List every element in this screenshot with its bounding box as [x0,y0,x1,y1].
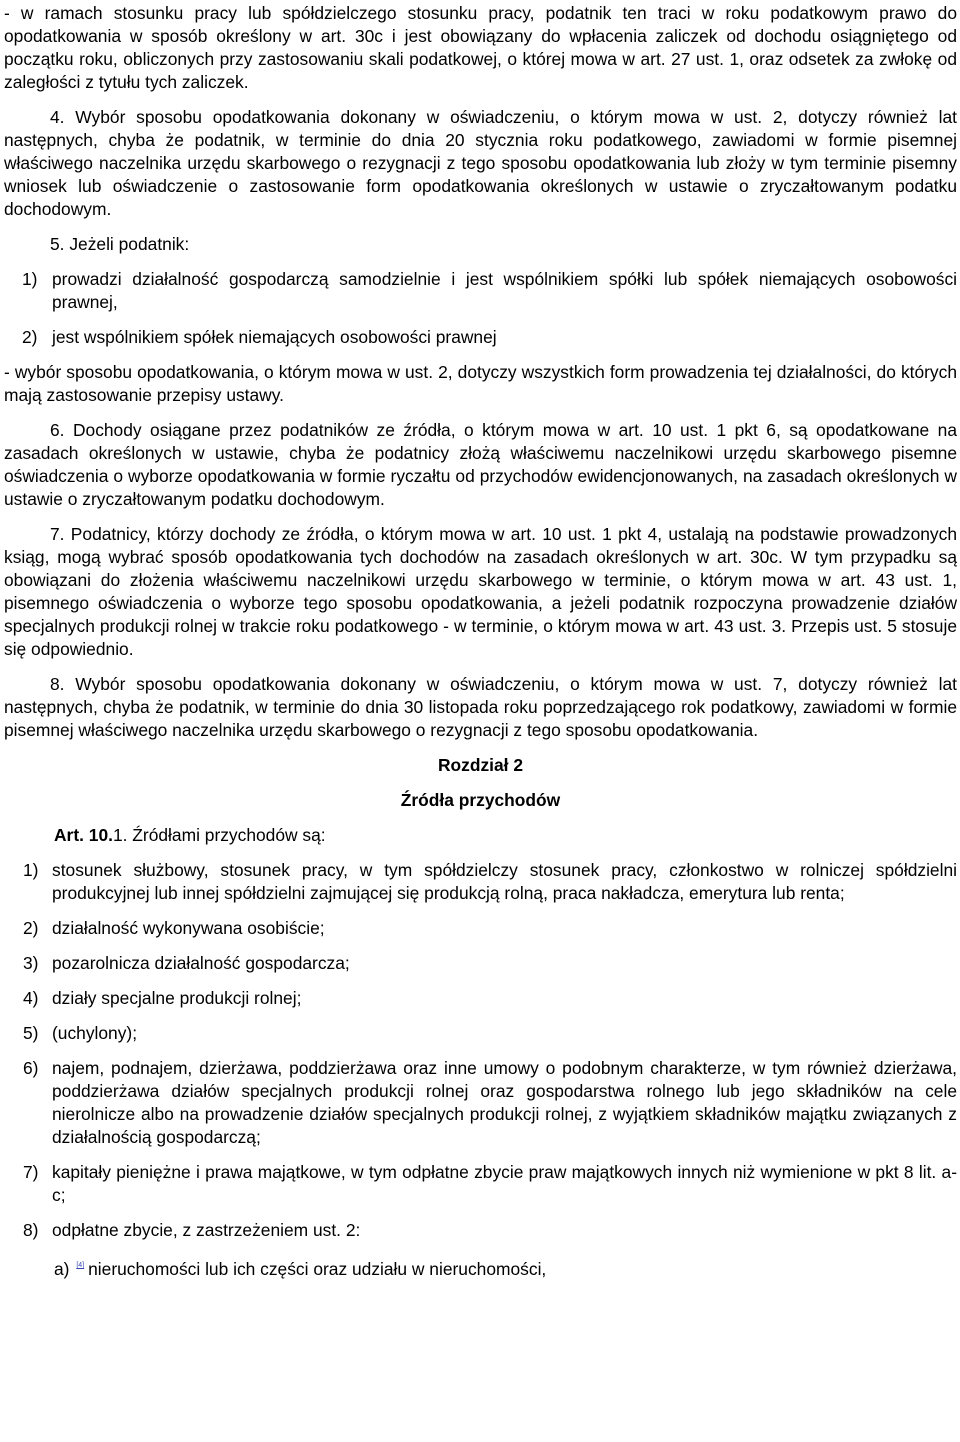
paragraph-5-item-1 [4,268,957,314]
sub-item-label: a) [54,1259,70,1279]
list-text: prowadzi działalność gospodarczą samodzielnie i jest wspólnikiem spółki lub spółek niemających osobowości prawnej, [52,269,957,312]
paragraph-8: 8. Wybór sposobu opodatkowania dokonany w oświadczeniu, o którym mowa w ust. 7, dotyczy również lat następnych, chyba że podatnik, w terminie do dnia 30 listopada roku poprzedzającego rok podatkowy, zawiadomi w formie pisemnej właściwego naczelnika urzędu skarbowego o rezygnacji z tego sposobu opodatkowania. [4,674,957,740]
list-text: stosunek służbowy, stosunek pracy, w tym spółdzielczy stosunek pracy, członkostwo w rolniczej spółdzielni produkcyjnej lub innej spółdzielni zajmującej się produkcją rolną, praca nakładcza, emerytura lub renta; [52,860,957,903]
list-number: 7) [23,1162,39,1182]
source-item-6 [4,1057,957,1149]
list-text: odpłatne zbycie, z zastrzeżeniem ust. 2: [52,1220,361,1240]
list-text: (uchylony); [52,1023,138,1043]
footnote-link[interactable]: [4] [76,1262,85,1269]
list-number: 2) [23,918,39,938]
chapter-title: Rozdział 2 [437,755,524,775]
source-item-8 [4,1219,957,1242]
paragraph-5-intro: 5. Jeżeli podatnik: [50,234,190,254]
list-text: jest wspólnikiem spółek niemających osobowości prawnej [52,327,497,347]
paragraph-7: 7. Podatnicy, którzy dochody ze źródła, o którym mowa w art. 10 ust. 1 pkt 4, ustalają na podstawie prowadzonych ksiąg, mogą wybrać sposób opodatkowania tych dochodów na zasadach określonych w art. 30c. W tym przypadku są obowiązani do złożenia właściwemu naczelnikowi urzędu skarbowego w terminie, o którym mowa w art. 43 ust. 1, pisemnego oświadczenia o wyborze tego sposobu opodatkowania, a jeżeli podatnik rozpoczyna prowadzenie działów specjalnych produkcji rolnej w trakcie roku podatkowego - w terminie, o którym mowa w art. 43 ust. 3. Przepis ust. 5 stosuje się odpowiednio. [4,524,957,659]
list-number: 3) [23,953,39,973]
paragraph-5-tail: - wybór sposobu opodatkowania, o którym mowa w ust. 2, dotyczy wszystkich form prowadzenia tej działalności, do których mają zastosowanie przepisy ustawy. [4,362,957,405]
list-text: kapitały pieniężne i prawa majątkowe, w tym odpłatne zbycie praw majątkowych innych niż wymienione w pkt 8 lit. a-c; [52,1162,957,1205]
sub-item-a [4,1254,957,1281]
chapter-subtitle: Źródła przychodów [400,790,561,810]
source-item-4 [4,987,957,1010]
paragraph-3-tail: - w ramach stosunku pracy lub spółdzielczego stosunku pracy, podatnik ten traci w roku podatkowym prawo do opodatkowania w sposób określony w art. 30c i jest obowiązany do wpłacenia zaliczek od dochodu osiągniętego od początku roku, obliczonych przy zastosowaniu skali podatkowej, o której mowa w art. 27 ust. 1, oraz odsetek za zwłokę od zaległości z tytułu tych zaliczek. [4,3,957,92]
paragraph-5-item-2 [4,326,957,349]
source-item-2 [4,917,957,940]
paragraph-6: 6. Dochody osiągane przez podatników ze źródła, o którym mowa w art. 10 ust. 1 pkt 6, są opodatkowane na zasadach określonych w ustawie, chyba że podatnicy złożą właściwemu naczelnikowi urzędu skarbowego pisemne oświadczenia o wyborze opodatkowania w formie ryczałtu od przychodów ewidencjonowanych, na zasadach określonych w ustawie o zryczałtowanym podatku dochodowym. [4,420,957,509]
list-number: 4) [23,988,39,1008]
article-intro: 1. Źródłami przychodów są: [112,825,326,845]
source-item-7 [4,1161,957,1207]
list-text: działalność wykonywana osobiście; [52,918,325,938]
list-text: najem, podnajem, dzierżawa, poddzierżawa oraz inne umowy o podobnym charakterze, w tym również dzierżawa, poddzierżawa działów specjalnych produkcji rolnej oraz gospodarstwa rolnego lub jego składników na cele nierolnicze albo na prowadzenie działów specjalnych produkcji rolnej, z wyjątkiem składników majątku związanych z działalnością gospodarczą; [52,1058,957,1147]
source-item-1 [4,859,957,905]
list-number: 6) [23,1058,39,1078]
sub-item-text: nieruchomości lub ich części oraz udziału w nieruchomości, [88,1259,547,1279]
list-text: działy specjalne produkcji rolnej; [52,988,302,1008]
source-item-5 [4,1022,957,1045]
list-number: 1) [22,269,38,289]
article-heading [4,824,957,847]
list-text: pozarolnicza działalność gospodarcza; [52,953,350,973]
list-number: 1) [23,860,39,880]
list-number: 2) [22,327,38,347]
paragraph-4: 4. Wybór sposobu opodatkowania dokonany w oświadczeniu, o którym mowa w ust. 2, dotyczy również lat następnych, chyba że podatnik, w terminie do dnia 20 stycznia roku podatkowego, zawiadomi w formie pisemnej właściwego naczelnika urzędu skarbowego o rezygnacji z tego sposobu opodatkowania lub złoży w tym terminie pisemny wniosek lub oświadczenie o zastosowanie form opodatkowania określonych w ustawie o zryczałtowanym podatku dochodowym. [4,107,957,219]
source-item-3 [4,952,957,975]
article-label: Art. 10. [54,825,113,845]
list-number: 8) [23,1220,39,1240]
list-number: 5) [23,1023,39,1043]
